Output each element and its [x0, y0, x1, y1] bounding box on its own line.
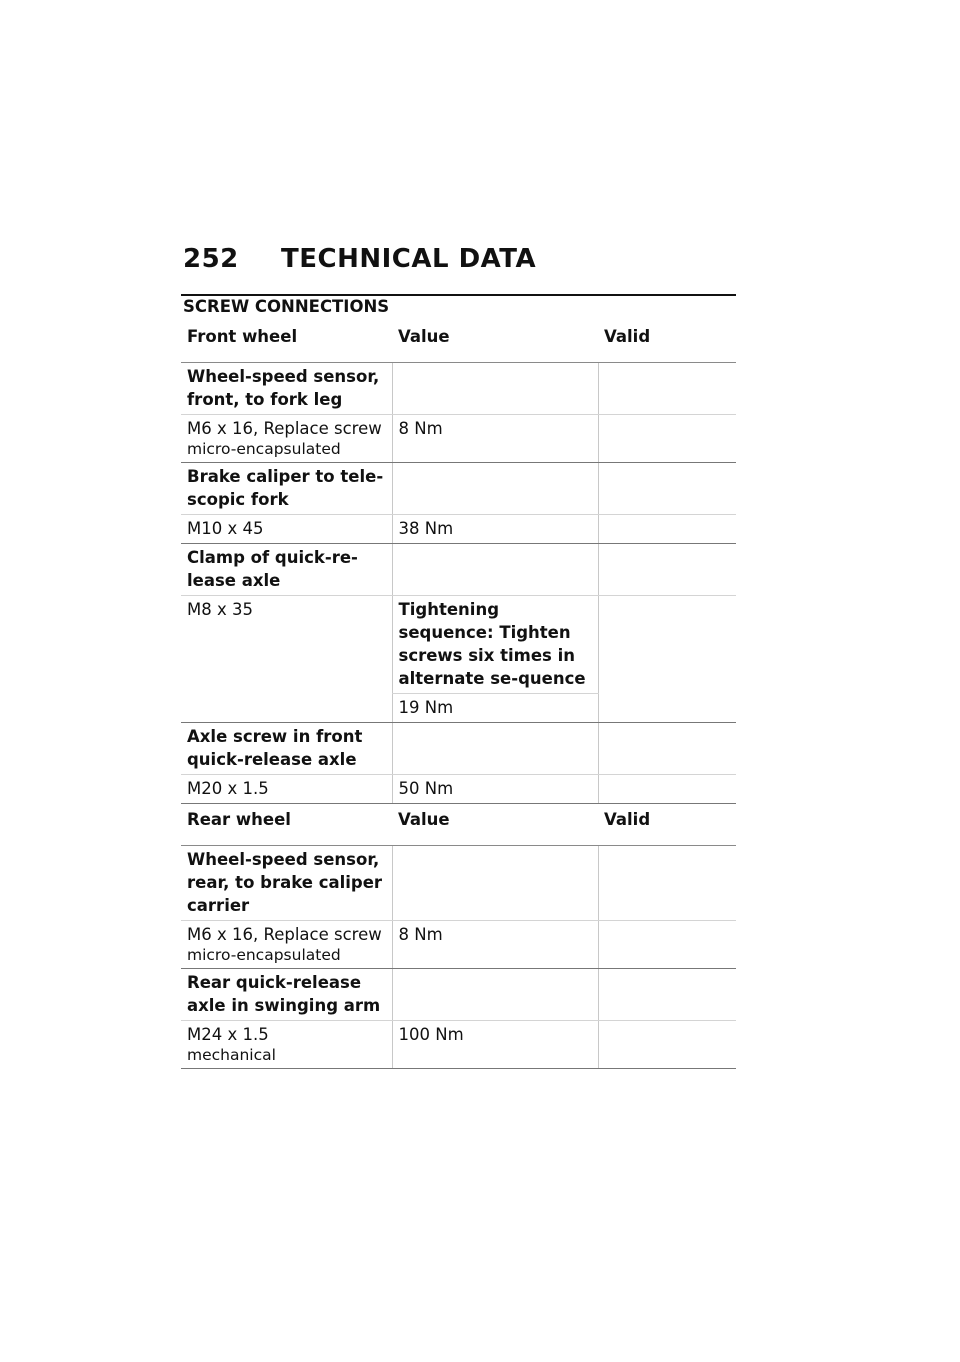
spec-note: micro-encapsulated: [187, 946, 341, 964]
column-header-valid: Valid: [598, 793, 736, 846]
empty-cell: [598, 969, 736, 1021]
value-cell: 8 Nm: [392, 415, 598, 463]
row-heading: Axle screw in front quick-release axle: [181, 723, 392, 775]
row-heading: Brake caliper to tele-scopic fork: [181, 463, 392, 515]
empty-cell: [598, 363, 736, 415]
chapter-title: TECHNICAL DATA: [281, 244, 537, 274]
sequence-note: Tightening sequence: Tighten screws six times in alternate se-quence: [392, 596, 598, 694]
spec-cell: M20 x 1.5: [181, 775, 392, 804]
row-heading: Wheel-speed sensor, front, to fork leg: [181, 363, 392, 415]
row-heading: Wheel-speed sensor, rear, to brake caliper carrier: [181, 846, 392, 921]
table-row: [181, 544, 736, 596]
table-header-row: [181, 310, 736, 363]
spec-note: micro-encapsulated: [187, 440, 341, 458]
column-header-value: Value: [392, 793, 598, 846]
column-header-front-wheel: Front wheel: [181, 310, 392, 363]
empty-cell: [392, 723, 598, 775]
empty-cell: [598, 596, 736, 723]
section-title: SCREW CONNECTIONS: [183, 297, 390, 316]
rear-wheel-table: [181, 793, 736, 1069]
table-row: [181, 1021, 736, 1069]
header-rule: [181, 294, 736, 296]
empty-cell: [598, 515, 736, 544]
empty-cell: [392, 544, 598, 596]
empty-cell: [392, 846, 598, 921]
value-cell: 50 Nm: [392, 775, 598, 804]
spec-cell: [181, 1021, 392, 1069]
table-row: [181, 415, 736, 463]
front-wheel-table: [181, 310, 736, 804]
table-header-row: [181, 793, 736, 846]
page-number: 252: [183, 244, 239, 274]
value-cell: 100 Nm: [392, 1021, 598, 1069]
empty-cell: [598, 463, 736, 515]
spec-cell: M8 x 35: [181, 596, 392, 723]
spec-cell: [181, 921, 392, 969]
row-heading: Rear quick-release axle in swinging arm: [181, 969, 392, 1021]
spec-main: M6 x 16, Replace screw: [187, 925, 382, 944]
empty-cell: [598, 1021, 736, 1069]
empty-cell: [392, 969, 598, 1021]
empty-cell: [392, 363, 598, 415]
table-row: [181, 723, 736, 775]
row-heading: Clamp of quick-re-lease axle: [181, 544, 392, 596]
spec-cell: M10 x 45: [181, 515, 392, 544]
spec-note: mechanical: [187, 1046, 276, 1064]
table-row: [181, 363, 736, 415]
page-header: [183, 244, 736, 274]
table-row: [181, 969, 736, 1021]
column-header-value: Value: [392, 310, 598, 363]
spec-main: M6 x 16, Replace screw: [187, 419, 382, 438]
table-row: [181, 596, 736, 694]
empty-cell: [598, 846, 736, 921]
value-cell: 19 Nm: [392, 694, 598, 723]
empty-cell: [598, 544, 736, 596]
empty-cell: [598, 921, 736, 969]
column-header-valid: Valid: [598, 310, 736, 363]
table-row: [181, 846, 736, 921]
spec-main: M24 x 1.5: [187, 1025, 269, 1044]
empty-cell: [598, 723, 736, 775]
table-row: [181, 515, 736, 544]
empty-cell: [598, 415, 736, 463]
table-row: [181, 921, 736, 969]
spec-cell: [181, 415, 392, 463]
column-header-rear-wheel: Rear wheel: [181, 793, 392, 846]
value-cell: 8 Nm: [392, 921, 598, 969]
table-row: [181, 463, 736, 515]
empty-cell: [392, 463, 598, 515]
value-cell: 38 Nm: [392, 515, 598, 544]
